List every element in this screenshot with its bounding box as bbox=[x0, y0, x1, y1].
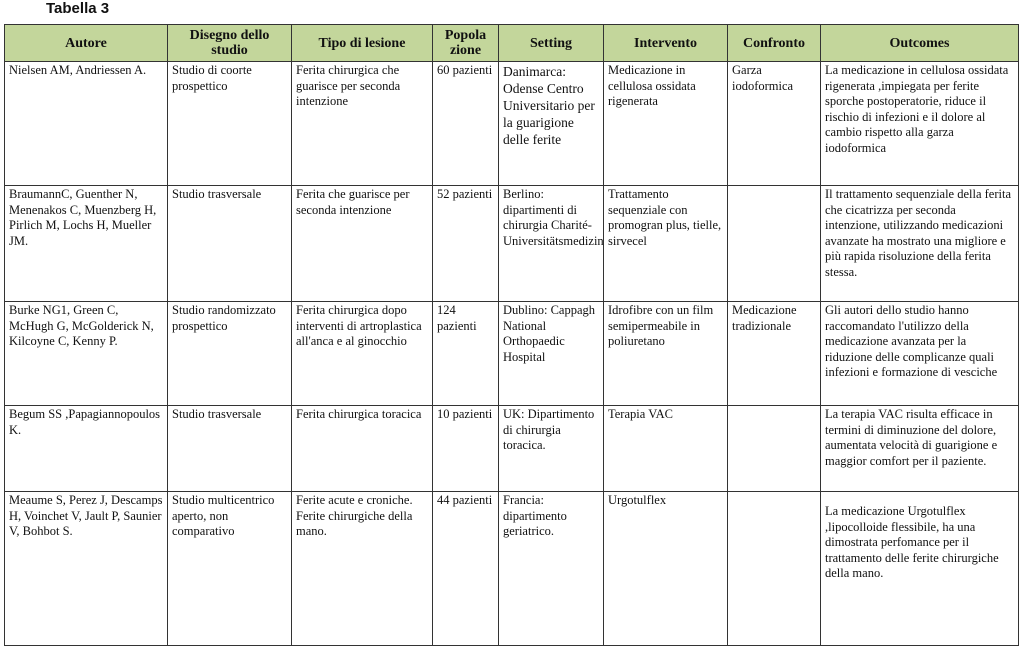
cell-outcomes: La terapia VAC risulta efficace in termini di diminuzione del dolore, aumentata velocità di guarigione e maggior comfort per il paziente. bbox=[821, 406, 1019, 492]
table-row bbox=[5, 186, 1019, 302]
cell-autore: BraumannC, Guenther N, Menenakos C, Muenzberg H, Pirlich M, Lochs H, Mueller JM. bbox=[5, 186, 168, 302]
cell-autore: Begum SS ,Papagiannopoulos K. bbox=[5, 406, 168, 492]
col-header-autore: Autore bbox=[5, 25, 168, 62]
cell-disegno: Studio trasversale bbox=[168, 406, 292, 492]
cell-intervento: Urgotulflex bbox=[604, 492, 728, 646]
cell-intervento: Terapia VAC bbox=[604, 406, 728, 492]
cell-confronto: Garza iodoformica bbox=[728, 62, 821, 186]
col-header-intervento: Intervento bbox=[604, 25, 728, 62]
cell-disegno: Studio di coorte prospettico bbox=[168, 62, 292, 186]
cell-outcomes: La medicazione Urgotulflex ,lipocolloide flessibile, ha una dimostrata perfomance per il trattamento delle ferite chirurgiche della mano. bbox=[821, 492, 1019, 646]
table-row bbox=[5, 62, 1019, 186]
cell-setting: Danimarca: Odense Centro Universitario per la guarigione delle ferite bbox=[499, 62, 604, 186]
cell-confronto bbox=[728, 492, 821, 646]
cell-autore: Meaume S, Perez J, Descamps H, Voinchet V, Jault P, Saunier V, Bohbot S. bbox=[5, 492, 168, 646]
cell-confronto: Medicazione tradizionale bbox=[728, 302, 821, 406]
cell-tipo: Ferita chirurgica che guarisce per seconda intenzione bbox=[292, 62, 433, 186]
cell-confronto bbox=[728, 186, 821, 302]
cell-disegno: Studio multicentrico aperto, non comparativo bbox=[168, 492, 292, 646]
cell-popolazione: 10 pazienti bbox=[433, 406, 499, 492]
col-header-popolazione: Popola zione bbox=[433, 25, 499, 62]
table-row bbox=[5, 302, 1019, 406]
cell-popolazione: 124 pazienti bbox=[433, 302, 499, 406]
header-row bbox=[5, 25, 1019, 62]
table-row bbox=[5, 406, 1019, 492]
col-header-outcomes: Outcomes bbox=[821, 25, 1019, 62]
studies-table bbox=[4, 24, 1019, 646]
cell-popolazione: 60 pazienti bbox=[433, 62, 499, 186]
cell-popolazione: 44 pazienti bbox=[433, 492, 499, 646]
cell-outcomes: Gli autori dello studio hanno raccomandato l'utilizzo della medicazione avanzata per la riduzione delle complicanze quali infezioni e formazione di vesciche bbox=[821, 302, 1019, 406]
table-caption: Tabella 3 bbox=[46, 0, 110, 17]
table-row bbox=[5, 492, 1019, 646]
cell-tipo: Ferita chirurgica toracica bbox=[292, 406, 433, 492]
cell-autore: Nielsen AM, Andriessen A. bbox=[5, 62, 168, 186]
cell-tipo: Ferite acute e croniche. Ferite chirurgiche della mano. bbox=[292, 492, 433, 646]
cell-intervento: Trattamento sequenziale con promogran plus, tielle, sirvecel bbox=[604, 186, 728, 302]
col-header-confronto: Confronto bbox=[728, 25, 821, 62]
cell-tipo: Ferita che guarisce per seconda intenzione bbox=[292, 186, 433, 302]
cell-setting: Francia: dipartimento geriatrico. bbox=[499, 492, 604, 646]
cell-tipo: Ferita chirurgica dopo interventi di artroplastica all'anca e al ginocchio bbox=[292, 302, 433, 406]
col-header-tipo: Tipo di lesione bbox=[292, 25, 433, 62]
cell-confronto bbox=[728, 406, 821, 492]
col-header-disegno: Disegno dello studio bbox=[168, 25, 292, 62]
cell-outcomes: Il trattamento sequenziale della ferita che cicatrizza per seconda intenzione, utilizzando medicazioni avanzate ha mostrato una migliore e più rapida risoluzione della ferita stessa. bbox=[821, 186, 1019, 302]
cell-intervento: Medicazione in cellulosa ossidata rigenerata bbox=[604, 62, 728, 186]
cell-autore: Burke NG1, Green C, McHugh G, McGolderick N, Kilcoyne C, Kenny P. bbox=[5, 302, 168, 406]
cell-disegno: Studio trasversale bbox=[168, 186, 292, 302]
cell-setting: Berlino: dipartimenti di chirurgia Charité-Universitätsmedizin bbox=[499, 186, 604, 302]
cell-disegno: Studio randomizzato prospettico bbox=[168, 302, 292, 406]
cell-intervento: Idrofibre con un film semipermeabile in poliuretano bbox=[604, 302, 728, 406]
col-header-setting: Setting bbox=[499, 25, 604, 62]
cell-popolazione: 52 pazienti bbox=[433, 186, 499, 302]
cell-outcomes: La medicazione in cellulosa ossidata rigenerata ,impiegata per ferite sporche postoperatorie, riduce il rischio di infezioni e il dolore al cambio rispetto alla garza iodoformica bbox=[821, 62, 1019, 186]
cell-setting: Dublino: Cappagh National Orthopaedic Hospital bbox=[499, 302, 604, 406]
cell-setting: UK: Dipartimento di chirurgia toracica. bbox=[499, 406, 604, 492]
